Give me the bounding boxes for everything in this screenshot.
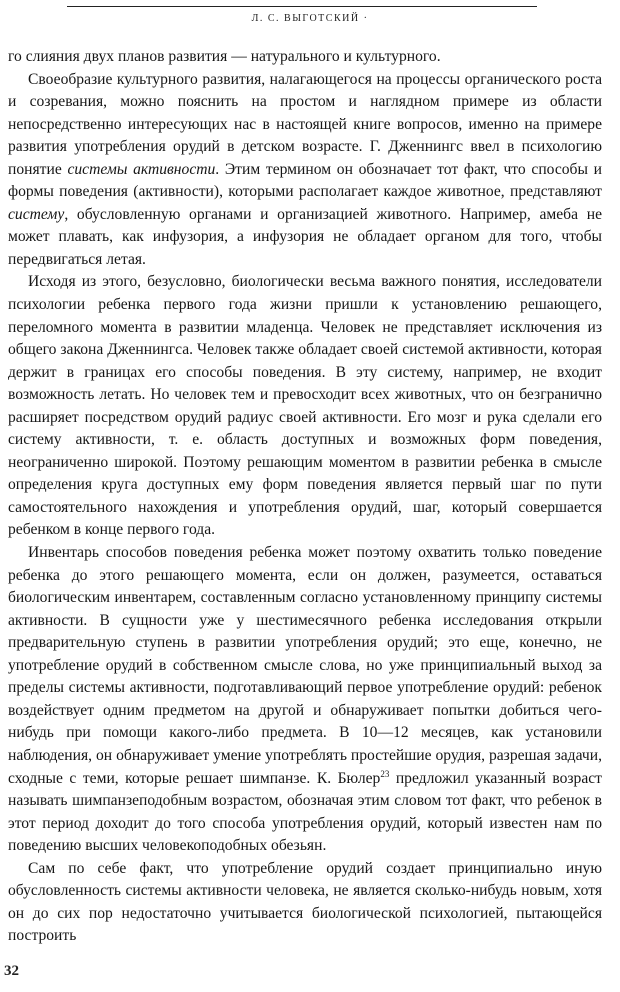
paragraph-1: го слияния двух планов развития — натурального и культурного. bbox=[8, 48, 441, 65]
paragraph-5: Сам по себе факт, что употребление орудий создает принципиально иную обусловленность системы активности человека, не является сколько-нибудь новым, хотя он до сих пор недостаточно учитывается биологической психологией, пытающейся построить bbox=[8, 859, 602, 945]
paragraph-2-text-b: . Этим термином он обозначает тот факт, что способы и формы поведения (активности), которыми располагает каждое животное, представляют bbox=[8, 160, 603, 201]
paragraph-3: Исходя из этого, безусловно, биологически весьма важного понятия, исследователи психологии ребенка первого года жизни пришли к установлению решающего, переломного момента в развитии младенца. Человек не представляет исключения из общего закона Дженнингса. Человек также обладает своей системой активности, которая держит в границах его способы поведения. В эту систему, например, не входит возможность летать. Но человек тем и превосходит всех животных, что он безгранично расширяет посредством орудий радиус своей активности. Его мозг и рука сделали его систему активности, т. е. область доступных и возможных форм поведения, неограниченно широкой. Поэтому решающим моментом в развитии ребенка в смысле определения круга доступных ему форм поведения является первый шаг по пути самостоятельного нахождения и употребления орудий, шаг, который совершается ребенком в конце первого года. bbox=[8, 273, 602, 539]
running-head: Л. С. ВЫГОТСКИЙ · bbox=[251, 13, 369, 24]
paragraph-2-text-c: , обусловленную органами и организацией животного. Например, амеба не может плавать, как инфузория, а инфузория не обладает органом для того, чтобы передвигаться летая. bbox=[8, 205, 602, 268]
term-system: систему bbox=[8, 205, 65, 223]
header-rule bbox=[67, 6, 537, 7]
paragraph-2-text-a: Своеобразие культурного развития, налагающегося на процессы органического роста и созревания, можно пояснить на простом и наглядном примере из области непосредственно интересующих нас в настоящей книге вопросов, именно на примере развития употребления орудий в детском возрасте. Г. Дженнингс ввел в психологию понятие bbox=[8, 70, 602, 178]
paragraph-4-text-b: предложил указанный возраст называть шимпанзеподобным возрастом, обозначая этим словом тот факт, что ребенок в этот период доходит до того способа употребления орудий, который известен нам по поведению высших человекоподобных обезьян. bbox=[8, 769, 602, 855]
term-activity-system: системы активности bbox=[67, 160, 216, 178]
paragraph-4 bbox=[8, 542, 602, 858]
body-text bbox=[8, 46, 602, 948]
footnote-ref: 23 bbox=[380, 768, 390, 779]
page-number: 32 bbox=[4, 963, 19, 979]
paragraph-2 bbox=[8, 69, 602, 272]
paragraph-4-text-a: Инвентарь способов поведения ребенка может поэтому охватить только поведение ребенка до этого решающего момента, если он должен, разумеется, оставаться биологическим инвентарем, составленным согласно установленному принципу системы активности. В сущности уже у шестимесячного ребенка исследования открыли предварительную ступень в развитии употребления орудий; это еще, конечно, не употребление орудий в собственном смысле слова, но уже принципиальный выход за пределы системы активности, подготавливающий первое употребление орудий: ребенок воздействует одним предметом на другой и обнаруживает попытки добиться чего-нибудь при помощи какого-либо предмета. В 10—12 месяцев, как установили наблюдения, он обнаруживает умение употреблять простейшие орудия, разрешая задачи, сходные с теми, которые решает шимпанзе. К. Бюлер bbox=[8, 544, 602, 787]
